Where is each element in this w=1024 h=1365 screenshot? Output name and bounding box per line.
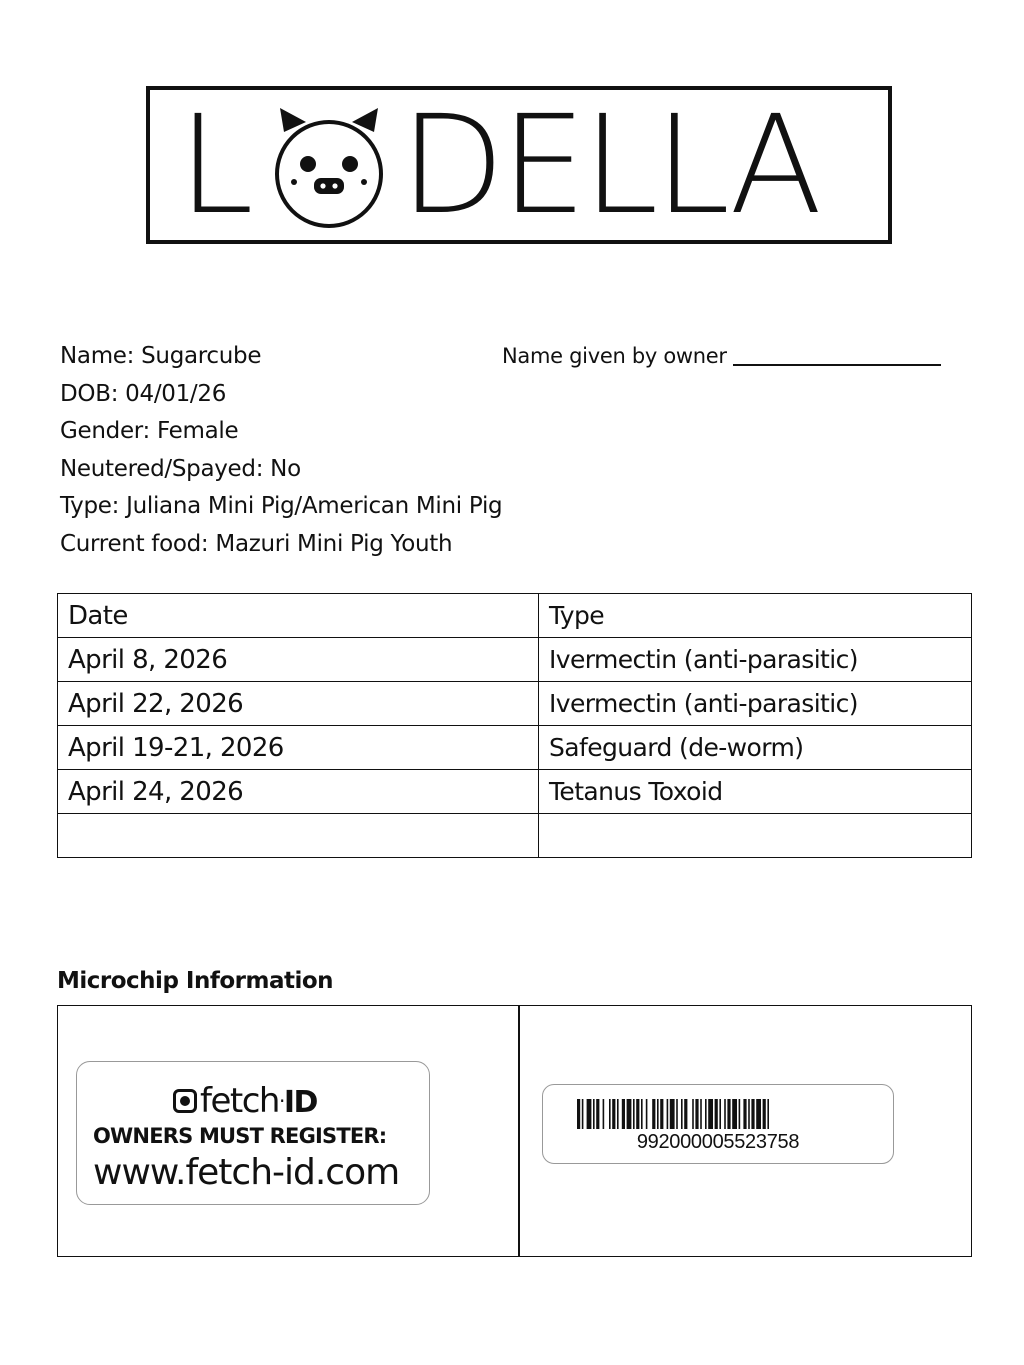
logo-letters-della: DELLA: [400, 87, 819, 245]
row-type: [539, 814, 972, 858]
header-date: Date: [58, 594, 539, 638]
logo-box: [146, 86, 892, 244]
fetch-brand-main: fetch: [200, 1081, 279, 1121]
table-row: [58, 682, 972, 726]
owner-name-label: Name given by owner: [502, 344, 727, 368]
table-row: [58, 726, 972, 770]
treatment-table: [57, 593, 972, 858]
pig-neutered: Neutered/Spayed: No: [60, 455, 301, 482]
microchip-box: [57, 1005, 972, 1257]
pig-type: Type: Juliana Mini Pig/American Mini Pig: [60, 493, 503, 519]
chip-number: 992000005523758: [636, 1131, 800, 1153]
row-type: Tetanus Toxoid: [539, 770, 972, 814]
row-date: [58, 814, 539, 858]
pig-dob: DOB: 04/01/26: [60, 380, 227, 407]
table-header-row: [58, 594, 972, 638]
row-type: Ivermectin (anti-parasitic): [539, 638, 972, 682]
owner-name-blank-line[interactable]: [733, 364, 941, 366]
fetch-id-logo-icon: [173, 1089, 197, 1113]
microchip-divider: [518, 1006, 520, 1256]
barcode-icon: [577, 1099, 849, 1129]
table-row-empty: [58, 814, 972, 858]
register-notice: OWNERS MUST REGISTER:: [93, 1124, 387, 1148]
row-date: April 22, 2026: [58, 682, 539, 726]
row-date: April 19-21, 2026: [58, 726, 539, 770]
fetch-id-sticker: [76, 1061, 430, 1205]
row-date: April 24, 2026: [58, 770, 539, 814]
pig-food: Current food: Mazuri Mini Pig Youth: [60, 530, 453, 557]
table-row: [58, 638, 972, 682]
fetch-brand-suffix: ID: [283, 1085, 317, 1120]
row-date: April 8, 2026: [58, 638, 539, 682]
pig-info: [60, 338, 502, 563]
row-type: Ivermectin (anti-parasitic): [539, 682, 972, 726]
pig-name: Name: Sugarcube: [60, 343, 262, 369]
register-url: www.fetch-id.com: [93, 1152, 400, 1193]
fetch-id-logo: fetch·ID: [173, 1084, 317, 1118]
logo-letter-l: L: [178, 87, 254, 245]
pig-gender: Gender: Female: [60, 418, 239, 444]
owner-name-field: [502, 344, 941, 368]
barcode-sticker: [542, 1084, 894, 1164]
row-type: Safeguard (de-worm): [539, 726, 972, 770]
pig-face-icon: [270, 102, 388, 232]
table-row: [58, 770, 972, 814]
header-type: Type: [539, 594, 972, 638]
microchip-title: Microchip Information: [57, 968, 334, 994]
